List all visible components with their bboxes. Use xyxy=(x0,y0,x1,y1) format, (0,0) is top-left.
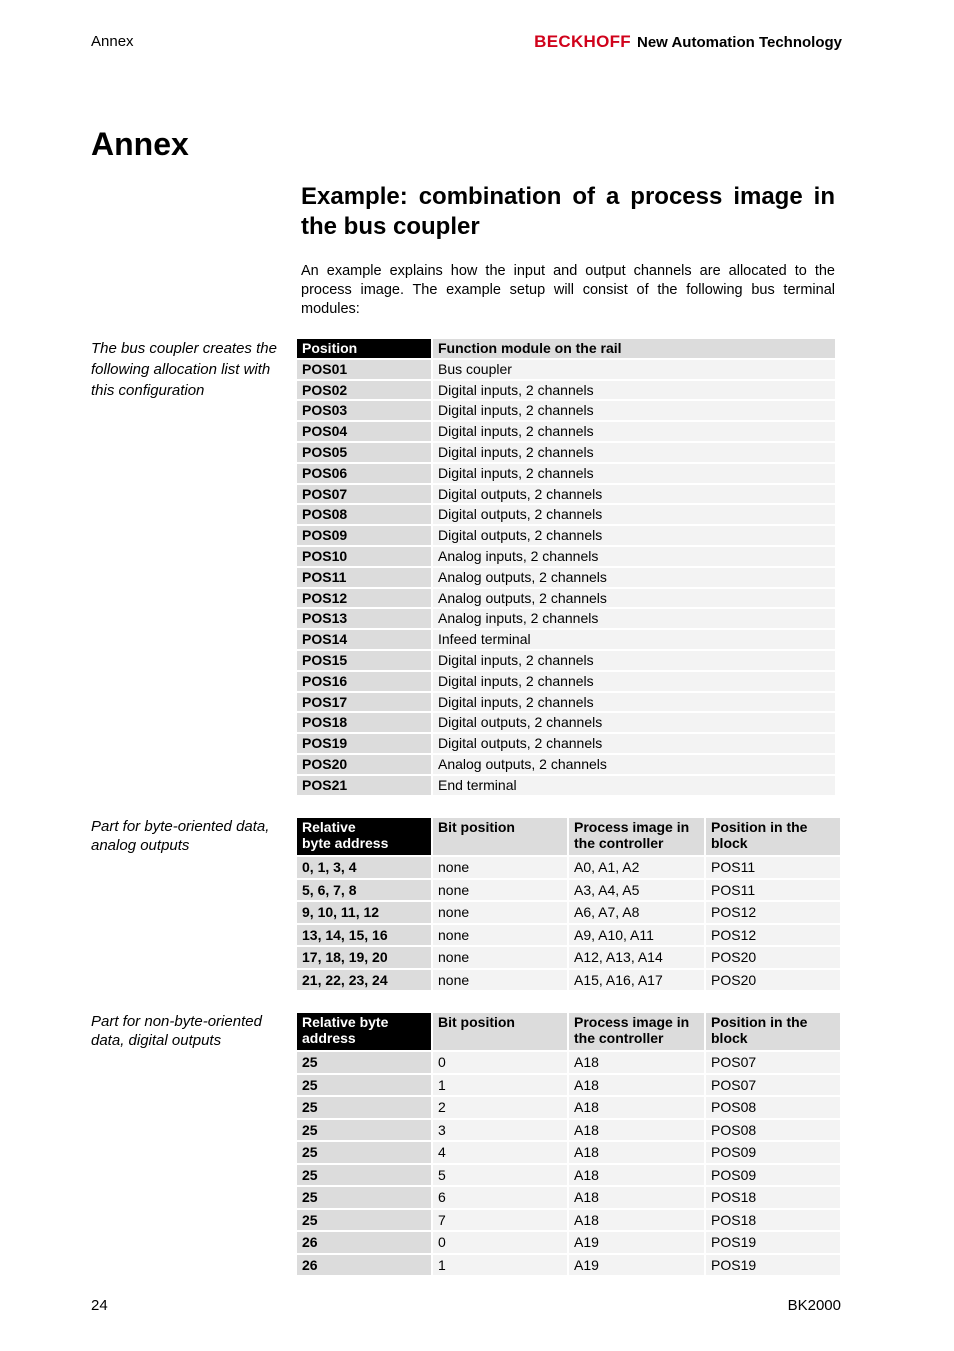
table-cell: Infeed terminal xyxy=(433,630,835,649)
table-cell: POS19 xyxy=(706,1232,840,1253)
side-note-allocation: The bus coupler creates the following allocation list with this configuration xyxy=(91,340,277,399)
table-cell: 25 xyxy=(297,1052,431,1073)
table-row xyxy=(297,1142,840,1163)
table-row xyxy=(297,880,840,901)
table-cell: A0, A1, A2 xyxy=(569,857,704,878)
table-cell: A18 xyxy=(569,1187,704,1208)
analog-table xyxy=(295,816,842,992)
table-cell: 25 xyxy=(297,1075,431,1096)
table-row xyxy=(297,1165,840,1186)
table-cell: POS07 xyxy=(706,1052,840,1073)
table-cell: POS18 xyxy=(706,1210,840,1231)
table-cell: 25 xyxy=(297,1210,431,1231)
table-cell: POS15 xyxy=(297,651,431,670)
table-cell: Digital inputs, 2 channels xyxy=(433,443,835,462)
table-cell: A18 xyxy=(569,1142,704,1163)
table-cell: 25 xyxy=(297,1142,431,1163)
table-cell: Analog outputs, 2 channels xyxy=(433,755,835,774)
table-cell: Digital inputs, 2 channels xyxy=(433,651,835,670)
table-cell: POS10 xyxy=(297,547,431,566)
table-cell: 1 xyxy=(433,1075,567,1096)
table-cell: POS09 xyxy=(706,1142,840,1163)
table-cell: POS03 xyxy=(297,401,431,420)
table-cell: 1 xyxy=(433,1255,567,1276)
table-cell: POS11 xyxy=(706,880,840,901)
table-cell: A19 xyxy=(569,1232,704,1253)
table-cell: POS11 xyxy=(706,857,840,878)
table-cell: Analog outputs, 2 channels xyxy=(433,568,835,587)
modules-table-body xyxy=(297,360,835,795)
header-position: Position xyxy=(297,339,431,358)
table-row xyxy=(297,1075,840,1096)
table-cell: A6, A7, A8 xyxy=(569,902,704,923)
table-cell: A18 xyxy=(569,1165,704,1186)
table-cell: Analog outputs, 2 channels xyxy=(433,589,835,608)
table-cell: none xyxy=(433,880,567,901)
header-process-image: Process image in the controller xyxy=(569,1013,704,1050)
header-process-image: Process image in the controller xyxy=(569,818,704,855)
table-row xyxy=(297,902,840,923)
table-row xyxy=(297,505,835,524)
table-cell: POS09 xyxy=(297,526,431,545)
table-cell: POS11 xyxy=(297,568,431,587)
table-cell: POS13 xyxy=(297,609,431,628)
table-cell: Digital inputs, 2 channels xyxy=(433,464,835,483)
table-cell: POS20 xyxy=(706,970,840,991)
modules-table xyxy=(295,337,837,797)
table-row xyxy=(297,947,840,968)
table-header-row xyxy=(297,339,835,358)
table-row xyxy=(297,526,835,545)
table-cell: POS07 xyxy=(706,1075,840,1096)
table-cell: Digital outputs, 2 channels xyxy=(433,713,835,732)
table-cell: POS06 xyxy=(297,464,431,483)
page-title: Annex xyxy=(91,126,189,162)
table-cell: 5, 6, 7, 8 xyxy=(297,880,431,901)
table-cell: POS14 xyxy=(297,630,431,649)
table-row xyxy=(297,1097,840,1118)
brand-header xyxy=(534,32,842,52)
table-cell: A18 xyxy=(569,1097,704,1118)
table-cell: 0 xyxy=(433,1052,567,1073)
table-cell: A18 xyxy=(569,1120,704,1141)
table-cell: Digital inputs, 2 channels xyxy=(433,422,835,441)
table-cell: A18 xyxy=(569,1075,704,1096)
table-row xyxy=(297,1255,840,1276)
table-cell: 7 xyxy=(433,1210,567,1231)
table-cell: Digital outputs, 2 channels xyxy=(433,734,835,753)
header-relative-byte-address: Relative byte address xyxy=(297,1013,431,1050)
table-row xyxy=(297,1232,840,1253)
table-cell: none xyxy=(433,925,567,946)
table-cell: POS09 xyxy=(706,1165,840,1186)
table-cell: A18 xyxy=(569,1210,704,1231)
brand-logo: BECKHOFF xyxy=(534,32,631,51)
table-cell: POS20 xyxy=(297,755,431,774)
table-cell: POS18 xyxy=(297,713,431,732)
table-cell: 5 xyxy=(433,1165,567,1186)
table-cell: POS05 xyxy=(297,443,431,462)
running-header-section: Annex xyxy=(91,33,134,50)
header-position-in-block: Position in the block xyxy=(706,818,840,855)
table-cell: POS18 xyxy=(706,1187,840,1208)
table-cell: 21, 22, 23, 24 xyxy=(297,970,431,991)
table-cell: POS16 xyxy=(297,672,431,691)
table-cell: POS12 xyxy=(706,925,840,946)
side-note-digital: Part for non-byte-oriented data, digital outputs xyxy=(91,1013,262,1049)
table-row xyxy=(297,1187,840,1208)
table-cell: 26 xyxy=(297,1232,431,1253)
table-cell: 0 xyxy=(433,1232,567,1253)
table-cell: 13, 14, 15, 16 xyxy=(297,925,431,946)
table-cell: 4 xyxy=(433,1142,567,1163)
table-row xyxy=(297,485,835,504)
table-header-row xyxy=(297,818,840,855)
table-cell: none xyxy=(433,947,567,968)
table-cell: none xyxy=(433,970,567,991)
table-cell: POS08 xyxy=(297,505,431,524)
table-row xyxy=(297,970,840,991)
side-note-analog: Part for byte-oriented data, analog outputs xyxy=(91,818,270,854)
table-row xyxy=(297,1052,840,1073)
table-cell: POS21 xyxy=(297,776,431,795)
table-cell: 3 xyxy=(433,1120,567,1141)
table-cell: A19 xyxy=(569,1255,704,1276)
table-cell: A3, A4, A5 xyxy=(569,880,704,901)
table-cell: 25 xyxy=(297,1187,431,1208)
table-row xyxy=(297,630,835,649)
table-row xyxy=(297,547,835,566)
header-function-module: Function module on the rail xyxy=(433,339,835,358)
table-cell: POS17 xyxy=(297,693,431,712)
table-row xyxy=(297,734,835,753)
header-position-in-block: Position in the block xyxy=(706,1013,840,1050)
table-cell: POS01 xyxy=(297,360,431,379)
table-cell: 9, 10, 11, 12 xyxy=(297,902,431,923)
table-cell: POS07 xyxy=(297,485,431,504)
table-row xyxy=(297,464,835,483)
table-row xyxy=(297,1120,840,1141)
table-cell: Digital outputs, 2 channels xyxy=(433,526,835,545)
header-relative-byte-address: Relative byte address xyxy=(297,818,431,855)
table-cell: 6 xyxy=(433,1187,567,1208)
section-heading: Example: combination of a process image in the bus coupler xyxy=(301,183,835,240)
table-cell: Digital outputs, 2 channels xyxy=(433,505,835,524)
table-cell: POS08 xyxy=(706,1097,840,1118)
table-row xyxy=(297,776,835,795)
table-cell: POS02 xyxy=(297,381,431,400)
table-row xyxy=(297,1210,840,1231)
table-header-row xyxy=(297,1013,840,1050)
table-cell: 0, 1, 3, 4 xyxy=(297,857,431,878)
page-number: 24 xyxy=(91,1297,108,1314)
table-cell: 2 xyxy=(433,1097,567,1118)
table-cell: Analog inputs, 2 channels xyxy=(433,547,835,566)
table-cell: 17, 18, 19, 20 xyxy=(297,947,431,968)
table-row xyxy=(297,925,840,946)
table-cell: Digital inputs, 2 channels xyxy=(433,401,835,420)
table-row xyxy=(297,422,835,441)
table-cell: A9, A10, A11 xyxy=(569,925,704,946)
table-cell: none xyxy=(433,857,567,878)
digital-table-body xyxy=(297,1052,840,1275)
table-cell: POS12 xyxy=(297,589,431,608)
table-cell: 25 xyxy=(297,1097,431,1118)
table-cell: POS20 xyxy=(706,947,840,968)
table-cell: A18 xyxy=(569,1052,704,1073)
table-cell: 26 xyxy=(297,1255,431,1276)
table-cell: A12, A13, A14 xyxy=(569,947,704,968)
table-cell: POS12 xyxy=(706,902,840,923)
analog-table-body xyxy=(297,857,840,990)
table-row xyxy=(297,755,835,774)
product-name: BK2000 xyxy=(787,1297,841,1314)
table-cell: none xyxy=(433,902,567,923)
table-cell: Digital inputs, 2 channels xyxy=(433,381,835,400)
table-row xyxy=(297,589,835,608)
table-row xyxy=(297,672,835,691)
table-cell: Bus coupler xyxy=(433,360,835,379)
table-cell: Analog inputs, 2 channels xyxy=(433,609,835,628)
table-cell: 25 xyxy=(297,1165,431,1186)
table-cell: A15, A16, A17 xyxy=(569,970,704,991)
table-row xyxy=(297,713,835,732)
table-cell: Digital outputs, 2 channels xyxy=(433,485,835,504)
brand-tagline: New Automation Technology xyxy=(637,34,842,51)
intro-paragraph: An example explains how the input and output channels are allocated to the process image. The example setup will consist of the following bus terminal modules: xyxy=(301,263,835,317)
header-bit-position: Bit position xyxy=(433,818,567,855)
table-row xyxy=(297,693,835,712)
table-cell: Digital inputs, 2 channels xyxy=(433,672,835,691)
digital-table xyxy=(295,1011,842,1277)
table-cell: POS08 xyxy=(706,1120,840,1141)
table-cell: POS04 xyxy=(297,422,431,441)
table-row xyxy=(297,568,835,587)
table-cell: Digital inputs, 2 channels xyxy=(433,693,835,712)
table-cell: End terminal xyxy=(433,776,835,795)
table-cell: POS19 xyxy=(706,1255,840,1276)
table-row xyxy=(297,651,835,670)
table-row xyxy=(297,360,835,379)
table-row xyxy=(297,857,840,878)
table-row xyxy=(297,443,835,462)
header-bit-position: Bit position xyxy=(433,1013,567,1050)
table-cell: POS19 xyxy=(297,734,431,753)
table-row xyxy=(297,381,835,400)
table-row xyxy=(297,609,835,628)
table-row xyxy=(297,401,835,420)
table-cell: 25 xyxy=(297,1120,431,1141)
